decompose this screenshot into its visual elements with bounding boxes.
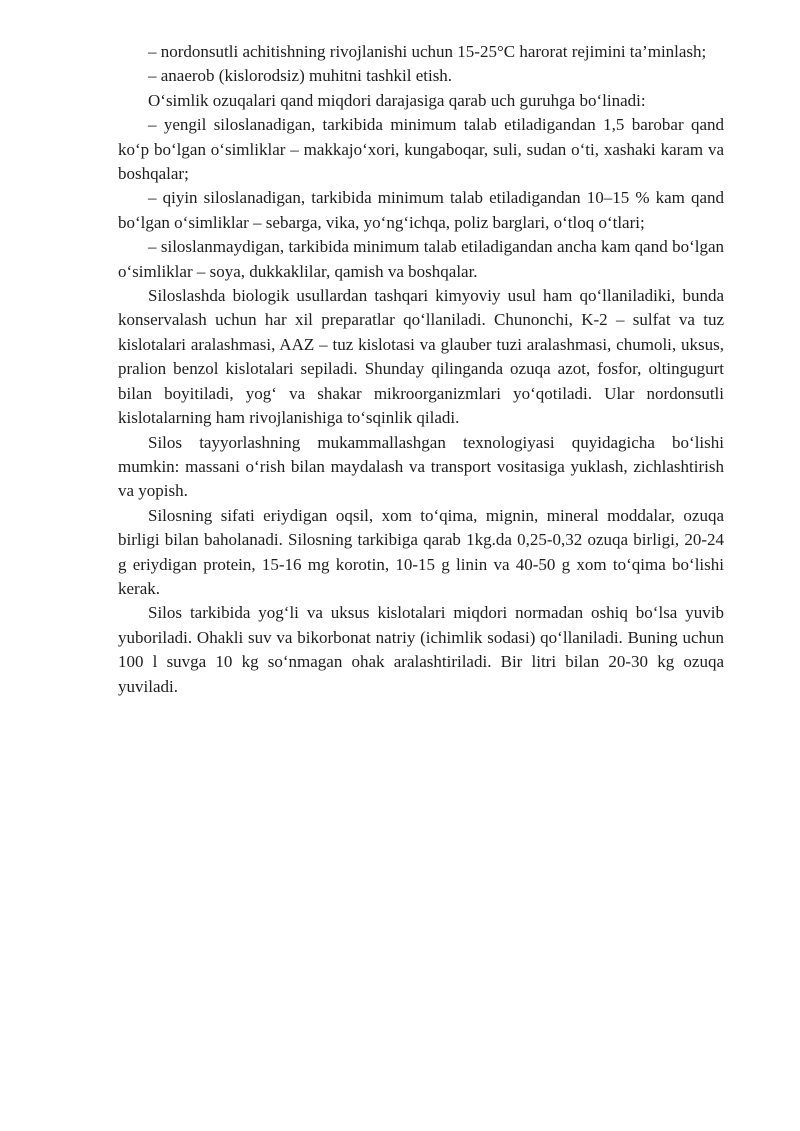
paragraph-non-silage: – siloslanmaydigan, tarkibida minimum talab etiladigandan ancha kam qand bo‘lgan o‘simliklar – soya, dukkaklilar, qamish va boshqalar.: [118, 237, 724, 281]
paragraph-easy-silage: – yengil siloslanadigan, tarkibida minimum talab etiladigandan 1,5 barobar qand ko‘p bo‘lgan o‘simliklar – makkajo‘xori, kungaboqar, suli, sudan o‘ti, xashaki karam va boshqalar;: [118, 115, 724, 184]
paragraph-washing: Silos tarkibida yog‘li va uksus kislotalari miqdori normadan oshiq bo‘lsa yuvib yuboriladi. Ohakli suv va bikorbonat natriy (ichimlik sodasi) qo‘llaniladi. Buning uchun 100 l suvga 10 kg so‘nmagan ohak aralashtiriladi. Bir litri bilan 20-30 kg ozuqa yuviladi.: [118, 603, 724, 696]
paragraph-technology: Silos tayyorlashning mukammallashgan texnologiyasi quyidagicha bo‘lishi mumkin: massani o‘rish bilan maydalash va transport vositasiga yuklash, zichlashtirish va yopish.: [118, 432, 724, 501]
paragraph-temperature: – nordonsutli achitishning rivojlanishi uchun 15-25°C harorat rejimini ta’minlash;: [148, 42, 707, 61]
paragraph-hard-silage: – qiyin siloslanadigan, tarkibida minimum talab etiladigandan 10–15 % kam qand bo‘lgan o‘simliklar – sebarga, vika, yo‘ng‘ichqa, poliz barglari, o‘tloq o‘tlari;: [118, 188, 724, 232]
paragraph-anaerobic: – anaerob (kislorodsiz) muhitni tashkil etish.: [148, 66, 453, 86]
paragraph-chemical-method: Siloslashda biologik usullardan tashqari kimyoviy usul ham qo‘llaniladiki, bunda konservalash uchun har xil preparatlar qo‘llaniladi. Chunonchi, K-2 – sulfat va tuz kislotalari aralashmasi, AAZ – tuz kislotasi va glauber tuzi aralashmasi, chumoli, uksus, pralion benzol kislotalari sepiladi. Shunday qilinganda ozuqa azot, fosfor, oltingugurt bilan boyitiladi, yog‘ va shakar mikroorganizmlari yo‘qotiladi. Ular nordonsutli kislotalarning ham rivojlanishiga to‘sqinlik qiladi.: [118, 286, 724, 428]
paragraph-groups-intro: O‘simlik ozuqalari qand miqdori darajasiga qarab uch guruhga bo‘linadi:: [148, 90, 646, 110]
paragraph-quality: Silosning sifati eriydigan oqsil, xom to‘qima, mignin, mineral moddalar, ozuqa birligi bilan baholanadi. Silosning tarkibiga qarab 1kg.da 0,25-0,32 ozuqa birligi, 20-24 g eriydigan protein, 15-16 mg korotin, 10-15 g linin va 40-50 g xom to‘qima bo‘lishi kerak.: [118, 505, 724, 598]
document-page: [118, 40, 724, 699]
